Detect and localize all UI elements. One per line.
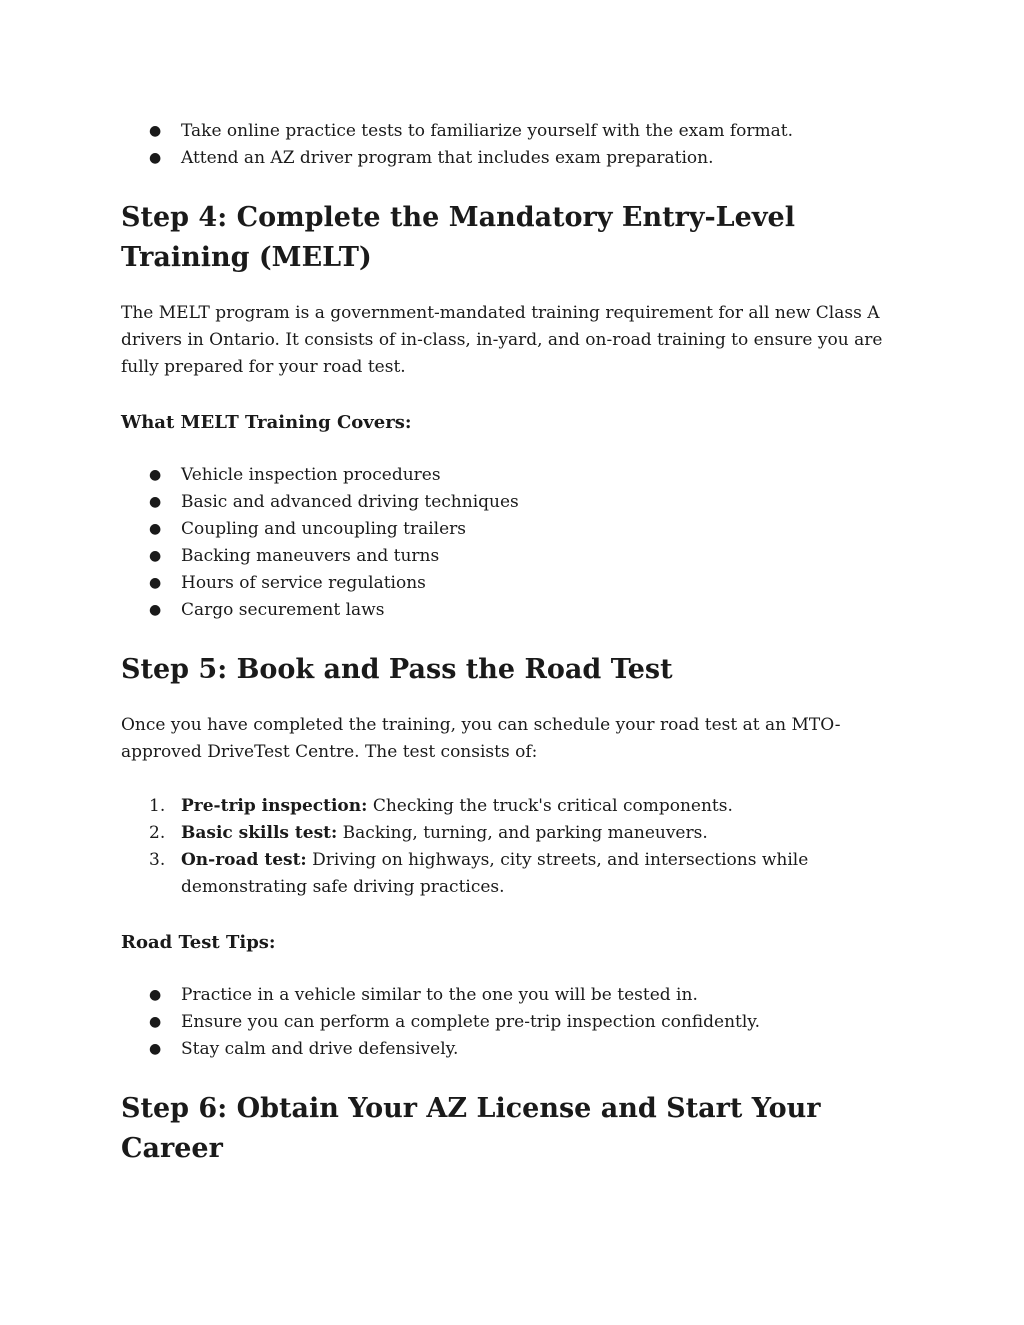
list-item: ● Ensure you can perform a complete pre-trip inspection confidently. [121, 1009, 911, 1036]
bullet-icon: ● [149, 987, 162, 1003]
bullet-icon: ● [149, 123, 162, 139]
list-item: ● Basic and advanced driving techniques [121, 489, 911, 516]
list-item: 1. Pre-trip inspection: Checking the truck's critical components. [121, 793, 911, 820]
list-term: Basic skills test: [181, 823, 338, 843]
step5-paragraph: Once you have completed the training, you can schedule your road test at an MTO-approved DriveTest Centre. The test consists of: [121, 715, 841, 762]
step5-heading: Step 5: Book and Pass the Road Test [121, 654, 673, 685]
step5-subheading: Road Test Tips: [121, 932, 276, 953]
melt-topics-list [121, 462, 911, 624]
list-item: ● Coupling and uncoupling trailers [121, 516, 911, 543]
list-item: ● Practice in a vehicle similar to the one you will be tested in. [121, 982, 911, 1009]
list-term: On-road test: [181, 850, 307, 870]
step4-subheading: What MELT Training Covers: [121, 412, 412, 433]
bullet-icon: ● [149, 521, 162, 537]
bullet-icon: ● [149, 494, 162, 510]
list-item: ● Attend an AZ driver program that includes exam preparation. [121, 145, 911, 172]
list-item: ● Hours of service regulations [121, 570, 911, 597]
step4-paragraph: The MELT program is a government-mandated training requirement for all new Class A drivers in Ontario. It consists of in-class, in-yard, and on-road training to ensure you are fully prepared for your road test. [121, 303, 883, 377]
list-number: 1. [149, 796, 166, 816]
road-test-parts-list [121, 793, 911, 901]
list-item: ● Stay calm and drive defensively. [121, 1036, 911, 1063]
road-test-tips-list [121, 982, 911, 1063]
list-item: ● Cargo securement laws [121, 597, 911, 624]
step6-heading: Step 6: Obtain Your AZ License and Start Your Career [121, 1093, 821, 1164]
bullet-icon: ● [149, 602, 162, 618]
bullet-icon: ● [149, 575, 162, 591]
step4-heading: Step 4: Complete the Mandatory Entry-Level Training (MELT) [121, 202, 795, 273]
bullet-icon: ● [149, 1014, 162, 1030]
bullet-icon: ● [149, 1041, 162, 1057]
list-item: 2. Basic skills test: Backing, turning, and parking maneuvers. [121, 820, 911, 847]
bullet-icon: ● [149, 150, 162, 166]
intro-bullet-list [121, 118, 911, 172]
bullet-icon: ● [149, 467, 162, 483]
list-item: ● Vehicle inspection procedures [121, 462, 911, 489]
document-page [121, 118, 911, 1169]
list-number: 3. [149, 850, 166, 870]
list-item: ● Backing maneuvers and turns [121, 543, 911, 570]
list-item: ● Take online practice tests to familiarize yourself with the exam format. [121, 118, 911, 145]
list-item: 3. On-road test: Driving on highways, city streets, and intersections while demonstrating safe driving practices. [121, 847, 911, 901]
list-number: 2. [149, 823, 166, 843]
list-term: Pre-trip inspection: [181, 796, 368, 816]
bullet-icon: ● [149, 548, 162, 564]
